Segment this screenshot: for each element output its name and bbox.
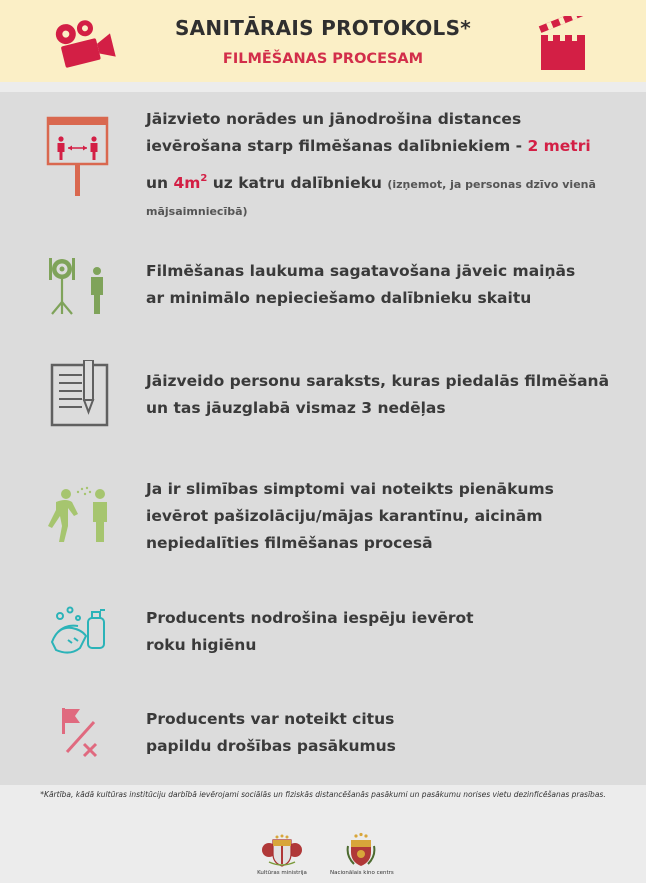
hand-washing-icon (48, 602, 108, 658)
item-list-text: Jāizveido personu saraksts, kuras piedalās filmēšanā un tas jāuzglabā vismaz 3 nedēļas (146, 372, 610, 417)
page-subtitle: FILMĒŠANAS PROCESAM (222, 51, 424, 67)
item-distance-line2: ievērošana starp filmēšanas dalībniekiem - 2 metri (146, 137, 591, 155)
sick-people-icon (40, 484, 114, 544)
item-shifts-text: Filmēšanas laukuma sagatavošana jāveic maiņās ar minimālo nepieciešamo dalībnieku skaitu (146, 262, 576, 307)
item-extra-measures-text: Producents var noteikt citus papildu drošības pasākumus (146, 710, 396, 755)
header-banner (0, 0, 646, 82)
item-distance-line3: un $4m^2$ uz katru dalībnieku (izņemot, ja personas dzīvo vienā mājsaimniecībā) (146, 173, 596, 218)
latvia-coat-of-arms-icon (259, 834, 305, 868)
ministry-label: Kultūras ministrija (257, 870, 307, 876)
latvia-small-arms-icon (345, 832, 377, 868)
page-title: SANITĀRAIS PROTOKOLS* (174, 16, 472, 40)
household-note: (izņemot, ja personas dzīvo vienā mājsaimniecībā) (146, 178, 596, 218)
footnote: *Kārtība, kādā kultūras institūciju darbībā ievērojami sociālās un fiziskās distancēšanās pasākumi un pasākumu norises vietu dezinficēšanas prasības. (40, 790, 606, 799)
highlight-4m2: $4m^2$ (173, 173, 208, 192)
highlight-2-metri: 2 metri (527, 137, 591, 155)
film-centre-label: Nacionālais kino centrs (330, 870, 394, 876)
item-symptoms-text: Ja ir slimības simptomi vai noteikts pienākums ievērot pašizolāciju/mājas karantīnu, aicinām nepiedalīties filmēšanas procesā (146, 480, 554, 552)
item-distance-text (146, 106, 631, 224)
document-pen-icon (50, 360, 110, 428)
distance-sign-icon (46, 116, 110, 198)
clapperboard-icon (536, 16, 594, 74)
item-hygiene-text: Producents nodrošina iespēju ievērot roku higiēnu (146, 609, 474, 654)
item-distance-line1: Jāizvieto norādes un jānodrošina distances (146, 110, 522, 128)
spotlight-person-icon (46, 252, 112, 318)
flag-cross-icon (58, 706, 104, 760)
